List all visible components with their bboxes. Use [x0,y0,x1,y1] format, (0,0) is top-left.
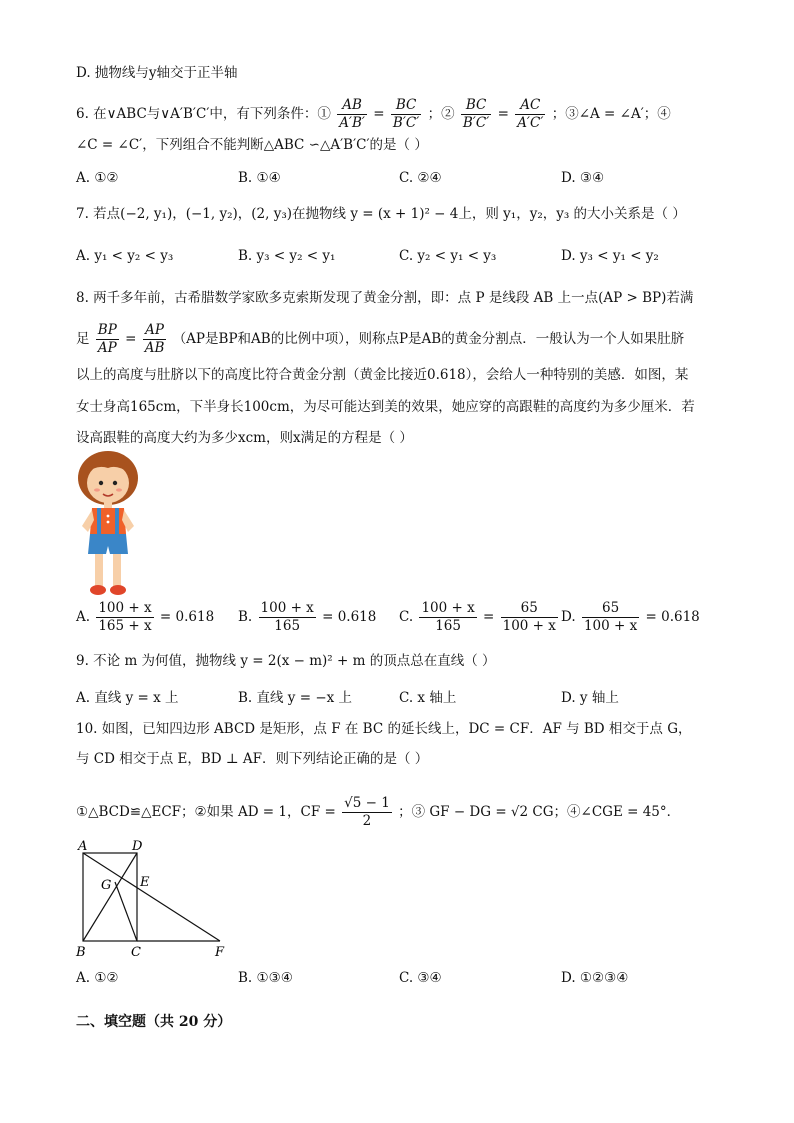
q10-option-a[interactable]: A. ①② [76,970,119,986]
q6-stem-part: ；③∠A = ∠A′；④ [551,106,671,122]
q10-line3 [76,795,680,830]
q7-option-b[interactable]: B. y₃ < y₂ < y₁ [238,248,336,264]
q6-option-d[interactable]: D. ③④ [561,170,605,186]
equals-sign: = [373,106,385,122]
option-fraction: $\frac{100 + x}{165}$ [260,600,314,634]
option-rhs: = [483,609,495,625]
q7-option-d[interactable]: D. y₃ < y₁ < y₂ [561,248,659,264]
q8-option-c[interactable] [399,600,560,635]
q6-stem-line2: ∠C = ∠C′，下列组合不能判断△ABC ∽△A′B′C′的是（ ） [76,137,428,153]
q6-option-c[interactable]: C. ②④ [399,170,442,186]
q10-line2: 与 CD 相交于点 E，BD ⊥ AF．则下列结论正确的是（ ） [76,751,429,767]
q8-line3: 以上的高度与肚脐以下的高度比符合黄金分割（黄金比接近0.618），会给人一种特别的美感．如图，某 [76,367,689,383]
q10-geometry-figure [70,835,240,960]
equals-sign: = [125,331,137,347]
q8-option-a[interactable] [76,600,214,635]
option-label: B. [238,609,253,625]
label-c: C [131,945,141,960]
label-d: D [132,839,143,854]
girl-illustration [72,450,144,598]
q8-line1: 8. 两千多年前，古希腊数学家欧多克索斯发现了黄金分割，即：点 P 是线段 AB 上一点(AP > BP)若满 [76,290,694,306]
segment-gc [115,882,137,941]
q8-line4: 女士身高165cm，下半身长100cm，为尽可能达到美的效果，她应穿的高跟鞋的高度约为多少厘米．若 [76,399,695,415]
q7-option-c[interactable]: C. y₂ < y₁ < y₃ [399,248,497,264]
option-label: A. [76,609,91,625]
q10-text: ；③ GF − DG = √2 CG；④∠CGE = 45°． [398,804,681,820]
q8-fraction-bp-ap: $\frac{BP}{AP}$ [97,322,117,356]
q8-fraction-ap-ab: $\frac{AP}{AB}$ [144,322,165,356]
q9-option-b[interactable]: B. 直线 y = −x 上 [238,690,353,706]
label-e: E [140,875,150,890]
shoe-icon [110,585,126,595]
option-label: C. [399,609,414,625]
shoe-icon [90,585,106,595]
q6-fraction-2a: $\frac{BC}{B'C'}$ [462,97,490,131]
q6-stem-part: 6. 在∨ABC与∨A′B′C′中，有下列条件：① [76,106,331,122]
option-rhs: = 0.618 [645,609,700,625]
label-g: G [101,878,112,893]
label-b: B [76,945,86,960]
q10-line1: 10. 如图，已知四边形 ABCD 是矩形，点 F 在 BC 的延长线上，DC = CF．AF 与 BD 相交于点 G， [76,721,692,737]
option-rhs: = 0.618 [322,609,377,625]
q7-stem: 7. 若点(−2, y₁)，(−1, y₂)，(2, y₃)在抛物线 y = (x + 1)² − 4上，则 y₁，y₂，y₃ 的大小关系是（ ） [76,206,686,222]
q10-text: ①△BCD≌△ECF；②如果 AD = 1，CF = [76,804,336,820]
option-label: D. [561,609,576,625]
q9-option-a[interactable]: A. 直线 y = x 上 [76,690,179,706]
q9-stem: 9. 不论 m 为何值，抛物线 y = 2(x − m)² + m 的顶点总在直线（ ） [76,653,496,669]
q8-text: （AP是BP和AB的比例中项），则称点P是AB的黄金分割点．一般认为一个人如果肚脐 [172,331,685,347]
shorts-icon [88,534,128,554]
q8-line5: 设高跟鞋的高度大约为多少xcm，则x满足的方程是（ ） [76,430,413,446]
q6-fraction-2b: $\frac{AC}{A'C'}$ [517,97,544,131]
q6-fraction-1b: $\frac{BC}{B'C'}$ [392,97,420,131]
q6-option-a[interactable]: A. ①② [76,170,119,186]
q9-option-c[interactable]: C. x 轴上 [399,690,457,706]
diagonal-bd [83,853,137,941]
equals-sign: = [497,106,509,122]
option-fraction: $\frac{100 + x}{165 + x}$ [98,600,152,634]
option-rhs: = 0.618 [159,609,215,625]
q6-stem-line1 [76,97,671,132]
q6-separator: ；② [427,106,455,122]
label-f: F [215,945,225,960]
q8-option-b[interactable] [238,600,376,635]
option-fraction-2: $\frac{65}{100 + x}$ [502,600,556,634]
label-a: A [78,839,88,854]
option-fraction: $\frac{100 + x}{165}$ [421,600,475,634]
q8-text: 足 [76,331,90,347]
section-title-fill-in: 二、填空题（共 20 分） [76,1014,232,1030]
q10-option-b[interactable]: B. ①③④ [238,970,293,986]
q10-fraction: $\frac{√5 - 1}{2}$ [344,795,390,829]
q5-option-d: D. 抛物线与y轴交于正半轴 [76,65,238,81]
option-fraction: $\frac{65}{100 + x}$ [583,600,638,634]
q10-option-c[interactable]: C. ③④ [399,970,442,986]
q6-fraction-1a: $\frac{AB}{A'B'}$ [339,97,365,131]
q9-option-d[interactable]: D. y 轴上 [561,690,619,706]
q8-line2 [76,322,684,357]
q7-option-a[interactable]: A. y₁ < y₂ < y₃ [76,248,174,264]
segment-af [83,853,220,941]
q6-option-b[interactable]: B. ①④ [238,170,281,186]
q8-option-d[interactable] [561,600,700,635]
q10-option-d[interactable]: D. ①②③④ [561,970,629,986]
